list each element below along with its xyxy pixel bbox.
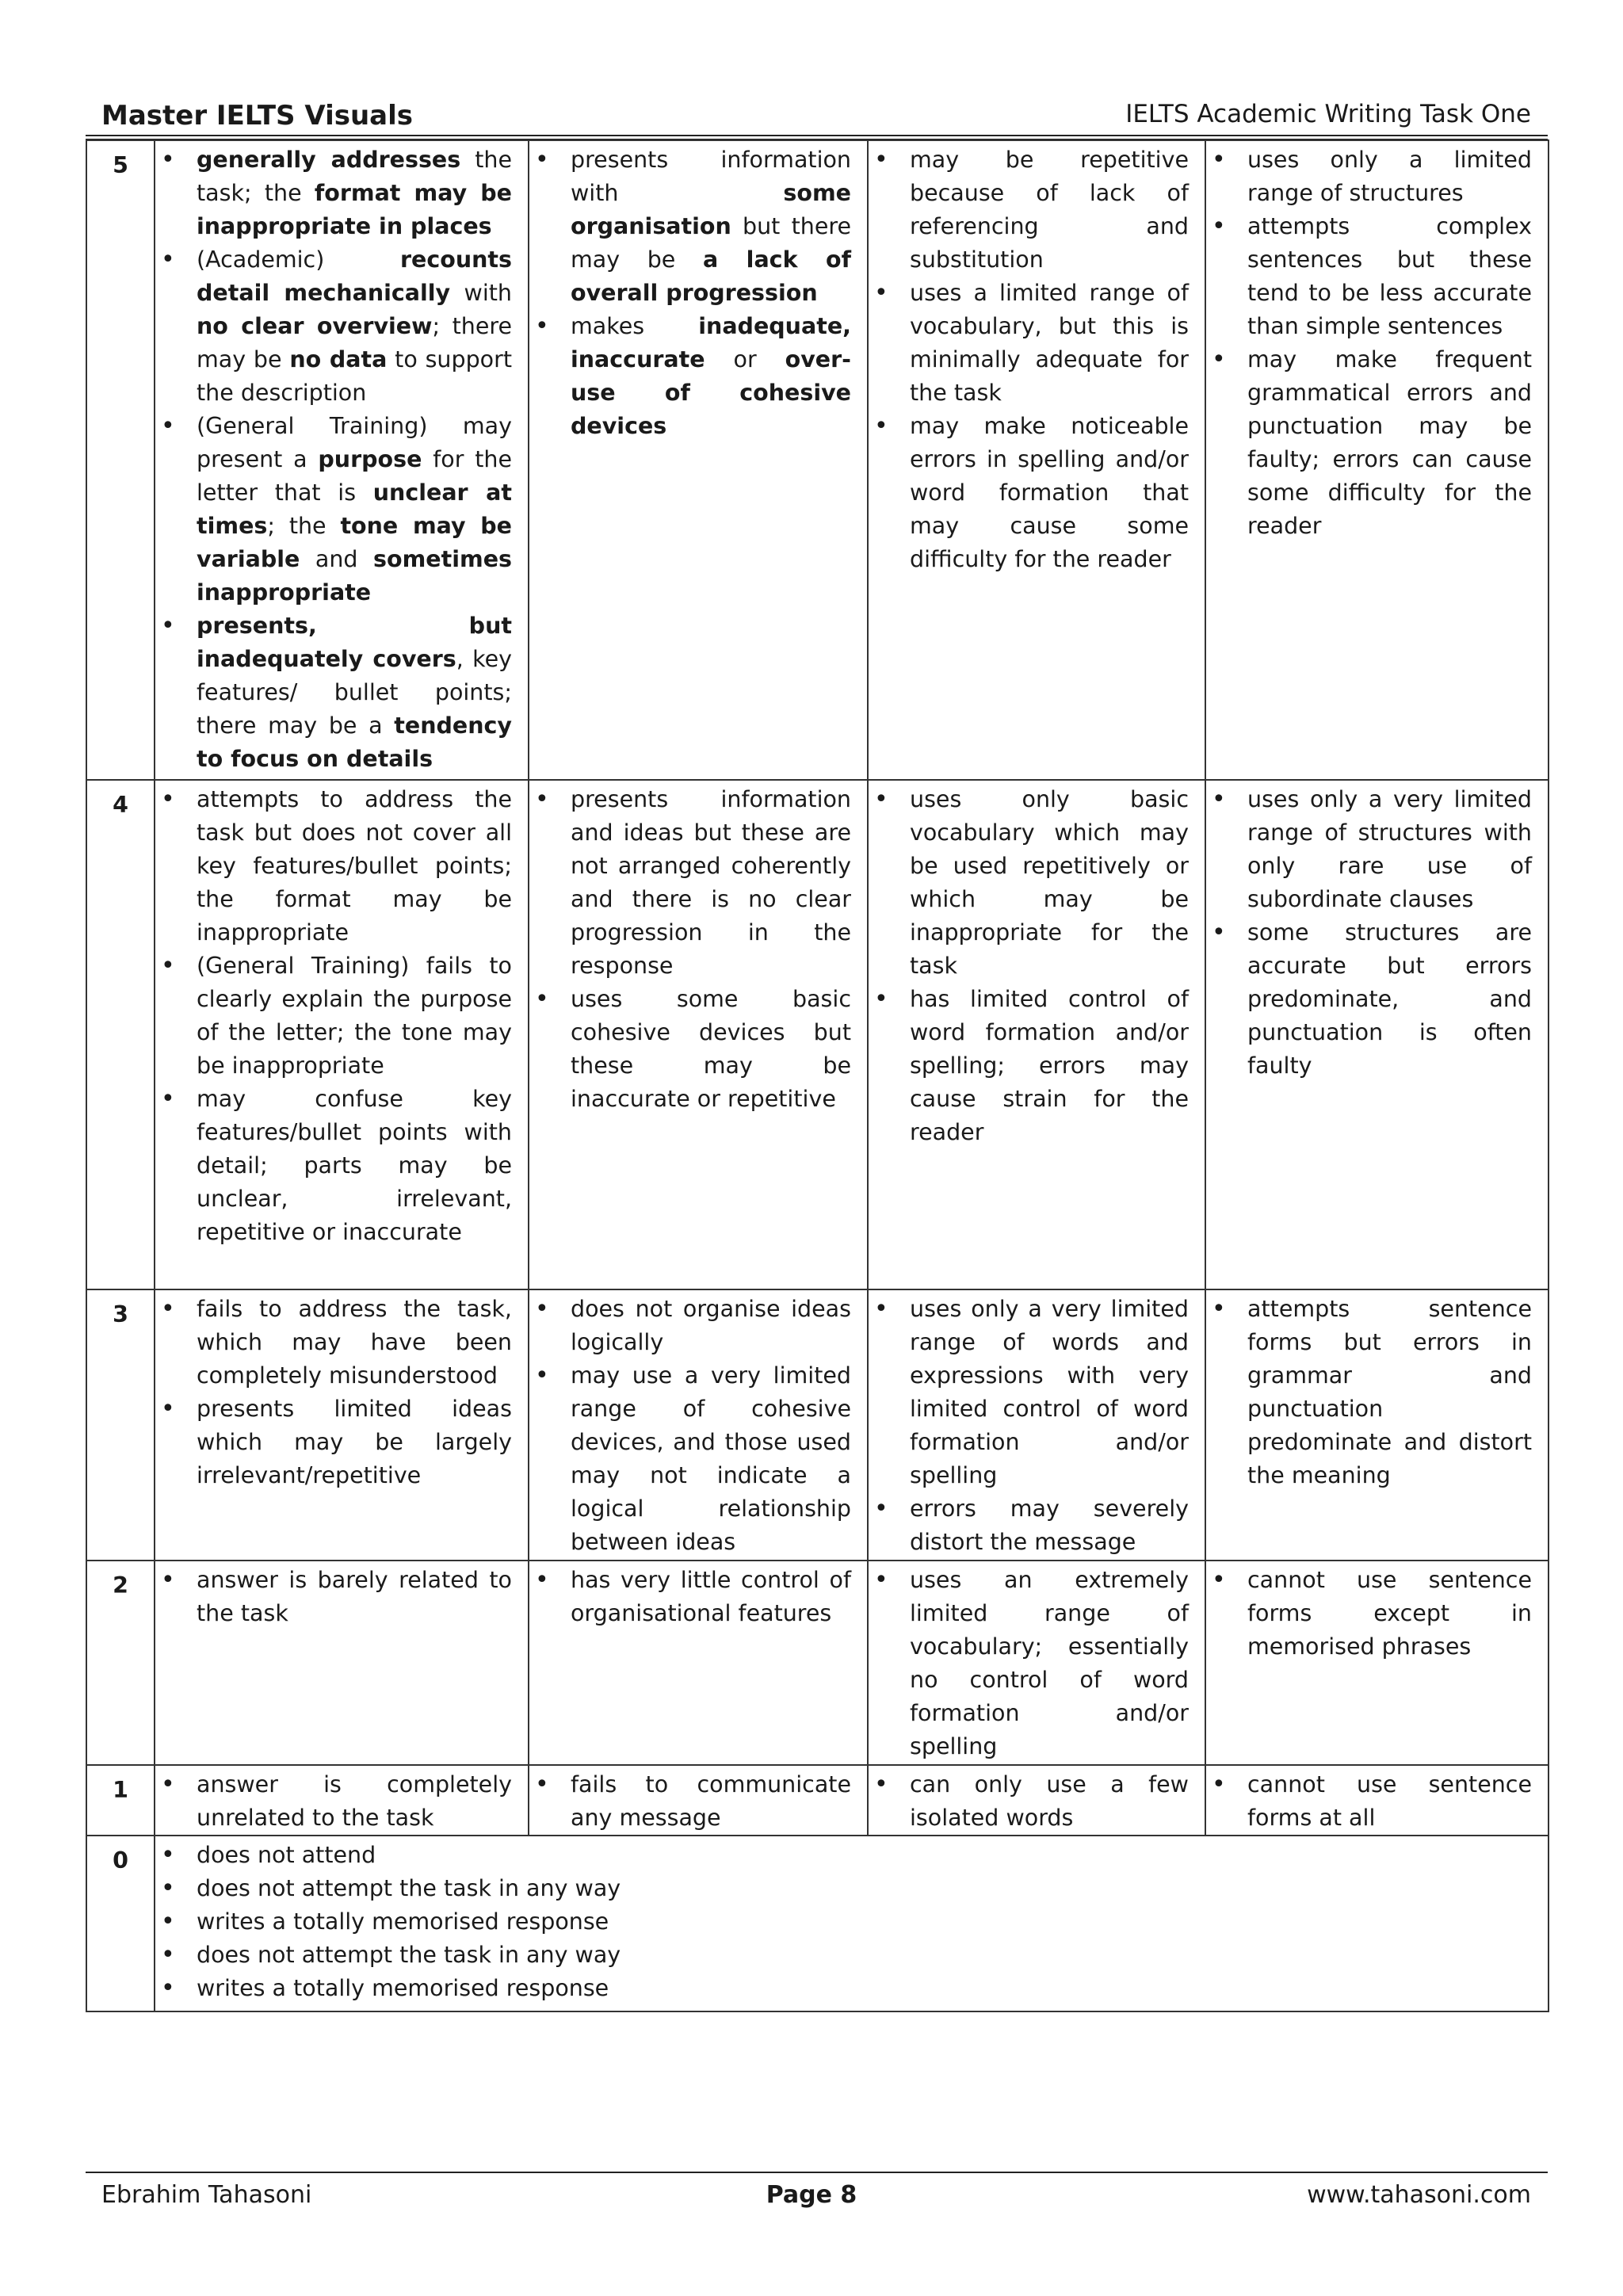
band-row: [86, 140, 1549, 780]
criterion-key-phrase: a lack of overall progression: [571, 246, 851, 306]
task-achievement-cell: [155, 1289, 529, 1561]
criterion-key-phrase: format may be inappropriate in places: [197, 180, 512, 239]
band-row: [86, 1836, 1549, 2011]
criterion-item: [910, 1564, 1189, 1763]
criterion-item: [571, 783, 851, 983]
criterion-item: [571, 983, 851, 1116]
band-row: [86, 1289, 1549, 1561]
coherence-cohesion-cell: [529, 1289, 868, 1561]
criterion-item: [197, 243, 512, 410]
lexical-resource-cell: [868, 1765, 1205, 1836]
criterion-text: uses only a very limited range of words and expressions with very limited control of word formation and/or spelling: [910, 1296, 1189, 1488]
coherence-cohesion-cell: [529, 780, 868, 1289]
criterion-text: may use a very limited range of cohesive devices, and those used may not indicate a logical relationship between ideas: [571, 1362, 851, 1555]
criterion-item: [571, 1293, 851, 1359]
band-score: 0: [86, 1836, 155, 2011]
criterion-key-phrase: inadequate, inaccurate: [571, 313, 851, 372]
criterion-item: [1247, 143, 1532, 210]
website-url: www.tahasoni.com: [1307, 2181, 1531, 2209]
criterion-item: • writes a totally memorised response: [197, 1905, 1532, 1939]
criterion-text: fails to address the task, which may have been completely misunderstood: [197, 1296, 512, 1389]
criterion-text: answer is completely unrelated to the task: [197, 1771, 512, 1831]
criterion-text: with: [450, 280, 512, 306]
document-title: Master IELTS Visuals: [101, 100, 414, 132]
criterion-item: [1247, 916, 1532, 1083]
grammatical-range-cell: [1205, 1765, 1549, 1836]
band-score: 3: [86, 1289, 155, 1561]
task-achievement-cell: [155, 1561, 529, 1765]
criterion-text: attempts to address the task but does not cover all key features/bullet points; the format may be inappropriate: [197, 786, 512, 946]
band-score: 1: [86, 1765, 155, 1836]
criterion-text: makes: [571, 313, 699, 339]
criterion-item: [910, 410, 1189, 576]
grammatical-range-cell: [1205, 1289, 1549, 1561]
criterion-item: • does not attempt the task in any way: [197, 1939, 1532, 1972]
band-zero-cell: [155, 1836, 1549, 2011]
criterion-item: [197, 143, 512, 243]
grammatical-range-cell: [1205, 780, 1549, 1289]
criterion-item: [571, 143, 851, 310]
criterion-item: [571, 1359, 851, 1559]
criterion-item: [1247, 1768, 1532, 1835]
criterion-item: [1247, 1564, 1532, 1664]
task-achievement-cell: [155, 140, 529, 780]
criterion-text: , key features/ bullet points; there may be a: [197, 646, 512, 739]
criterion-text: may be repetitive because of lack of referencing and substitution: [910, 147, 1189, 273]
criterion-text: has very little control of organisational features: [571, 1567, 851, 1626]
criterion-text: uses an extremely limited range of vocabulary; essentially no control of word formation and/or spelling: [910, 1567, 1189, 1759]
criterion-key-phrase: over-use of cohesive devices: [571, 346, 851, 439]
criterion-item: [571, 1564, 851, 1630]
criterion-item: [197, 1083, 512, 1249]
criterion-item: [910, 277, 1189, 410]
criterion-key-phrase: no data: [289, 346, 388, 372]
lexical-resource-cell: [868, 1289, 1205, 1561]
criterion-key-phrase: tone may be variable: [197, 513, 513, 572]
criterion-text: may make frequent grammatical errors and punctuation may be faulty; errors can cause some difficulty for the reader: [1247, 346, 1532, 539]
criterion-text: fails to communicate any message: [571, 1771, 851, 1831]
criterion-key-phrase: unclear at times: [197, 479, 513, 539]
band-score: 5: [86, 140, 155, 780]
criterion-text: to support the description: [197, 346, 512, 406]
criterion-text: attempts complex sentences but these tend to be less accurate than simple sentences: [1247, 213, 1532, 339]
lexical-resource-cell: [868, 780, 1205, 1289]
criterion-item: [1247, 1293, 1532, 1492]
criterion-item: [1247, 210, 1532, 343]
criterion-text: uses some basic cohesive devices but these may be inaccurate or repetitive: [571, 986, 851, 1112]
criterion-item: [197, 1293, 512, 1392]
criterion-text: ; the: [267, 513, 341, 539]
task-achievement-cell: [155, 780, 529, 1289]
criterion-text: uses only a limited range of structures: [1247, 147, 1532, 206]
lexical-resource-cell: [868, 140, 1205, 780]
band-descriptors-table: [86, 139, 1549, 2012]
criterion-text: may confuse key features/bullet points with detail; parts may be unclear, irrelevant, repetitive or inaccurate: [197, 1086, 512, 1245]
criterion-text: for the letter that is: [197, 446, 512, 506]
criterion-text: uses only basic vocabulary which may be used repetitively or which may be inappropriate for the task: [910, 786, 1189, 979]
criterion-text: or: [705, 346, 785, 372]
band-score: 2: [86, 1561, 155, 1765]
criterion-text: can only use a few isolated words: [910, 1771, 1189, 1831]
criterion-key-phrase: no clear overview: [197, 313, 433, 339]
criterion-item: [910, 143, 1189, 277]
criterion-item: [197, 1768, 512, 1835]
header-divider: [86, 135, 1548, 136]
criterion-item: [571, 310, 851, 443]
task-achievement-cell: [155, 1765, 529, 1836]
criterion-text: (Academic): [197, 246, 400, 273]
author-name: Ebrahim Tahasoni: [101, 2181, 312, 2209]
criterion-text: answer is barely related to the task: [197, 1567, 512, 1626]
criterion-item: [197, 949, 512, 1083]
criterion-item: [910, 1492, 1189, 1559]
band-row: [86, 1561, 1549, 1765]
criterion-text: uses only a very limited range of structures with only rare use of subordinate clauses: [1247, 786, 1532, 912]
coherence-cohesion-cell: [529, 1561, 868, 1765]
criterion-item: [197, 410, 512, 609]
footer-divider: [86, 2172, 1548, 2173]
band-row: [86, 1765, 1549, 1836]
lexical-resource-cell: [868, 1561, 1205, 1765]
criterion-item: [910, 983, 1189, 1149]
criterion-key-phrase: sometimes inappropriate: [197, 546, 512, 606]
criterion-text: but there may be: [571, 213, 851, 273]
criterion-item: [1247, 343, 1532, 543]
document-subtitle: IELTS Academic Writing Task One: [1125, 100, 1531, 128]
criterion-text: may make noticeable errors in spelling and/or word formation that may cause some difficulty for the reader: [910, 413, 1189, 572]
criterion-text: attempts sentence forms but errors in grammar and punctuation predominate and distort the meaning: [1247, 1296, 1532, 1488]
criterion-item: [910, 1293, 1189, 1492]
grammatical-range-cell: [1205, 140, 1549, 780]
criterion-item: [197, 609, 512, 776]
criterion-text: does not organise ideas logically: [571, 1296, 851, 1355]
criterion-text: and: [300, 546, 374, 572]
criterion-text: presents information and ideas but these are not arranged coherently and there is no clear progression in the response: [571, 786, 851, 979]
criterion-item: [1247, 783, 1532, 916]
criterion-item: • writes a totally memorised response: [197, 1972, 1532, 2005]
criterion-text: ; there may be: [197, 313, 512, 372]
criterion-item: [197, 783, 512, 949]
criterion-text: presents limited ideas which may be largely irrelevant/repetitive: [197, 1396, 512, 1488]
criterion-item: [910, 1768, 1189, 1835]
criterion-item: [571, 1768, 851, 1835]
criterion-text: some structures are accurate but errors predominate, and punctuation is often faulty: [1247, 919, 1532, 1079]
grammatical-range-cell: [1205, 1561, 1549, 1765]
criterion-text: (General Training) fails to clearly explain the purpose of the letter; the tone may be inappropriate: [197, 953, 512, 1079]
criterion-item: • does not attend: [197, 1839, 1532, 1872]
criterion-text: uses a limited range of vocabulary, but this is minimally adequate for the task: [910, 280, 1189, 406]
criterion-key-phrase: presents, but inadequately covers: [197, 613, 512, 672]
criterion-key-phrase: generally addresses: [197, 147, 461, 173]
criterion-text: errors may severely distort the message: [910, 1496, 1189, 1555]
criterion-key-phrase: tendency to focus on details: [197, 712, 512, 772]
coherence-cohesion-cell: [529, 140, 868, 780]
criterion-item: • does not attempt the task in any way: [197, 1872, 1532, 1905]
criterion-text: the task; the: [197, 147, 512, 206]
criterion-text: (General Training) may present a: [197, 413, 512, 472]
criterion-key-phrase: some organisation: [571, 180, 851, 239]
criterion-text: has limited control of word formation and/or spelling; errors may cause strain for the reader: [910, 986, 1189, 1145]
criterion-text: presents information with: [571, 147, 851, 206]
band-score: 4: [86, 780, 155, 1289]
criterion-key-phrase: purpose: [318, 446, 422, 472]
page-number: Page 8: [766, 2181, 857, 2209]
band-row: [86, 780, 1549, 1289]
coherence-cohesion-cell: [529, 1765, 868, 1836]
criterion-item: [197, 1564, 512, 1630]
criterion-text: cannot use sentence forms at all: [1247, 1771, 1532, 1831]
criterion-key-phrase: recounts detail mechanically: [197, 246, 512, 306]
criterion-item: [910, 783, 1189, 983]
criterion-item: [197, 1392, 512, 1492]
criterion-text: cannot use sentence forms except in memorised phrases: [1247, 1567, 1532, 1660]
